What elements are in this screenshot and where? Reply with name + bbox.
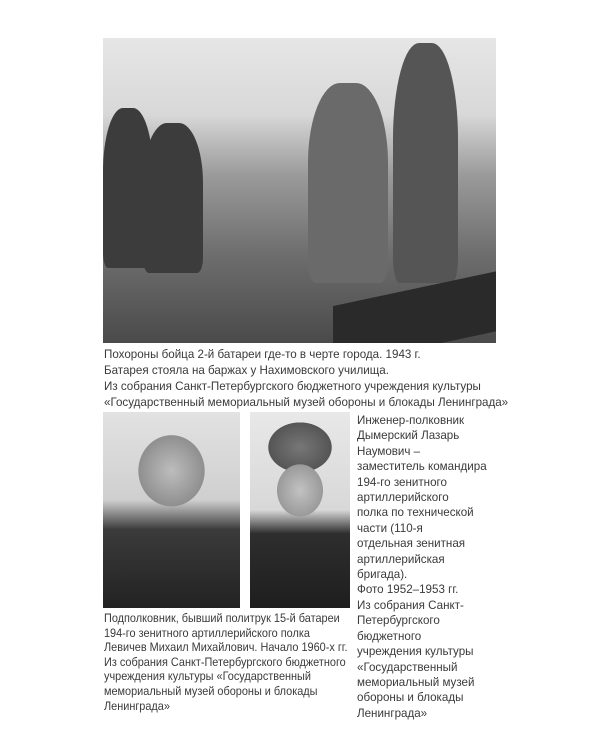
caption-line: обороны и блокады	[357, 691, 464, 705]
caption-line: учреждения культуры «Государственный	[104, 670, 311, 684]
caption-line: Наумович –	[357, 444, 421, 458]
caption-line: артиллерийского	[357, 491, 449, 505]
caption-line: артиллерийская	[357, 552, 445, 566]
caption-line: части (110-я	[357, 521, 423, 535]
caption-line: 194-го зенитного артиллерийского полка	[104, 626, 310, 640]
caption-line: бригада).	[357, 568, 408, 582]
caption-line: Из собрания Санкт-	[357, 598, 464, 612]
funeral-photo	[103, 38, 496, 343]
caption-line: Инженер-полковник	[357, 414, 465, 427]
caption-line: заместитель командира	[357, 460, 487, 474]
caption-line: Батарея стояла на баржах у Нахимовского училища.	[104, 364, 389, 377]
caption-line: «Государственный мемориальный музей обороны и блокады Ленинграда»	[104, 396, 509, 409]
caption-line: учреждения культуры	[357, 645, 474, 659]
caption-line: Ленинграда»	[104, 699, 170, 713]
caption-line: Подполковник, бывший политрук 15-й батареи	[104, 612, 340, 625]
figure-woman-2	[143, 123, 203, 273]
caption-line: 194-го зенитного	[357, 475, 447, 489]
caption-line: Фото 1952–1953 гг.	[357, 583, 459, 597]
caption-line: Похороны бойца 2-й батареи где-то в черте города. 1943 г.	[104, 348, 421, 361]
caption-line: мемориальный музей	[357, 675, 475, 689]
left-portrait-caption	[104, 612, 347, 714]
caption-line: Ленинграда»	[357, 706, 428, 720]
top-photo-caption	[104, 347, 508, 411]
caption-line: отдельная зенитная	[357, 537, 466, 551]
right-portrait-caption	[357, 413, 487, 721]
figure-woman-3	[308, 83, 388, 283]
caption-line: мемориальный музей обороны и блокады	[104, 684, 318, 698]
caption-line: бюджетного	[357, 629, 422, 643]
portrait-levichev	[103, 412, 240, 608]
caption-line: Из собрания Санкт-Петербургского бюджетного	[104, 655, 346, 669]
caption-line: Из собрания Санкт-Петербургского бюджетного учреждения культуры	[104, 380, 481, 393]
portrait-dymersky	[250, 412, 350, 608]
caption-line: Петербургского	[357, 614, 440, 628]
caption-line: полка по технической	[357, 506, 474, 520]
figure-soldier	[393, 43, 458, 283]
caption-line: «Государственный	[357, 660, 458, 674]
caption-line: Дымерский Лазарь	[357, 429, 460, 443]
caption-line: Левичев Михаил Михайлович. Начало 1960-х гг.	[104, 641, 348, 655]
